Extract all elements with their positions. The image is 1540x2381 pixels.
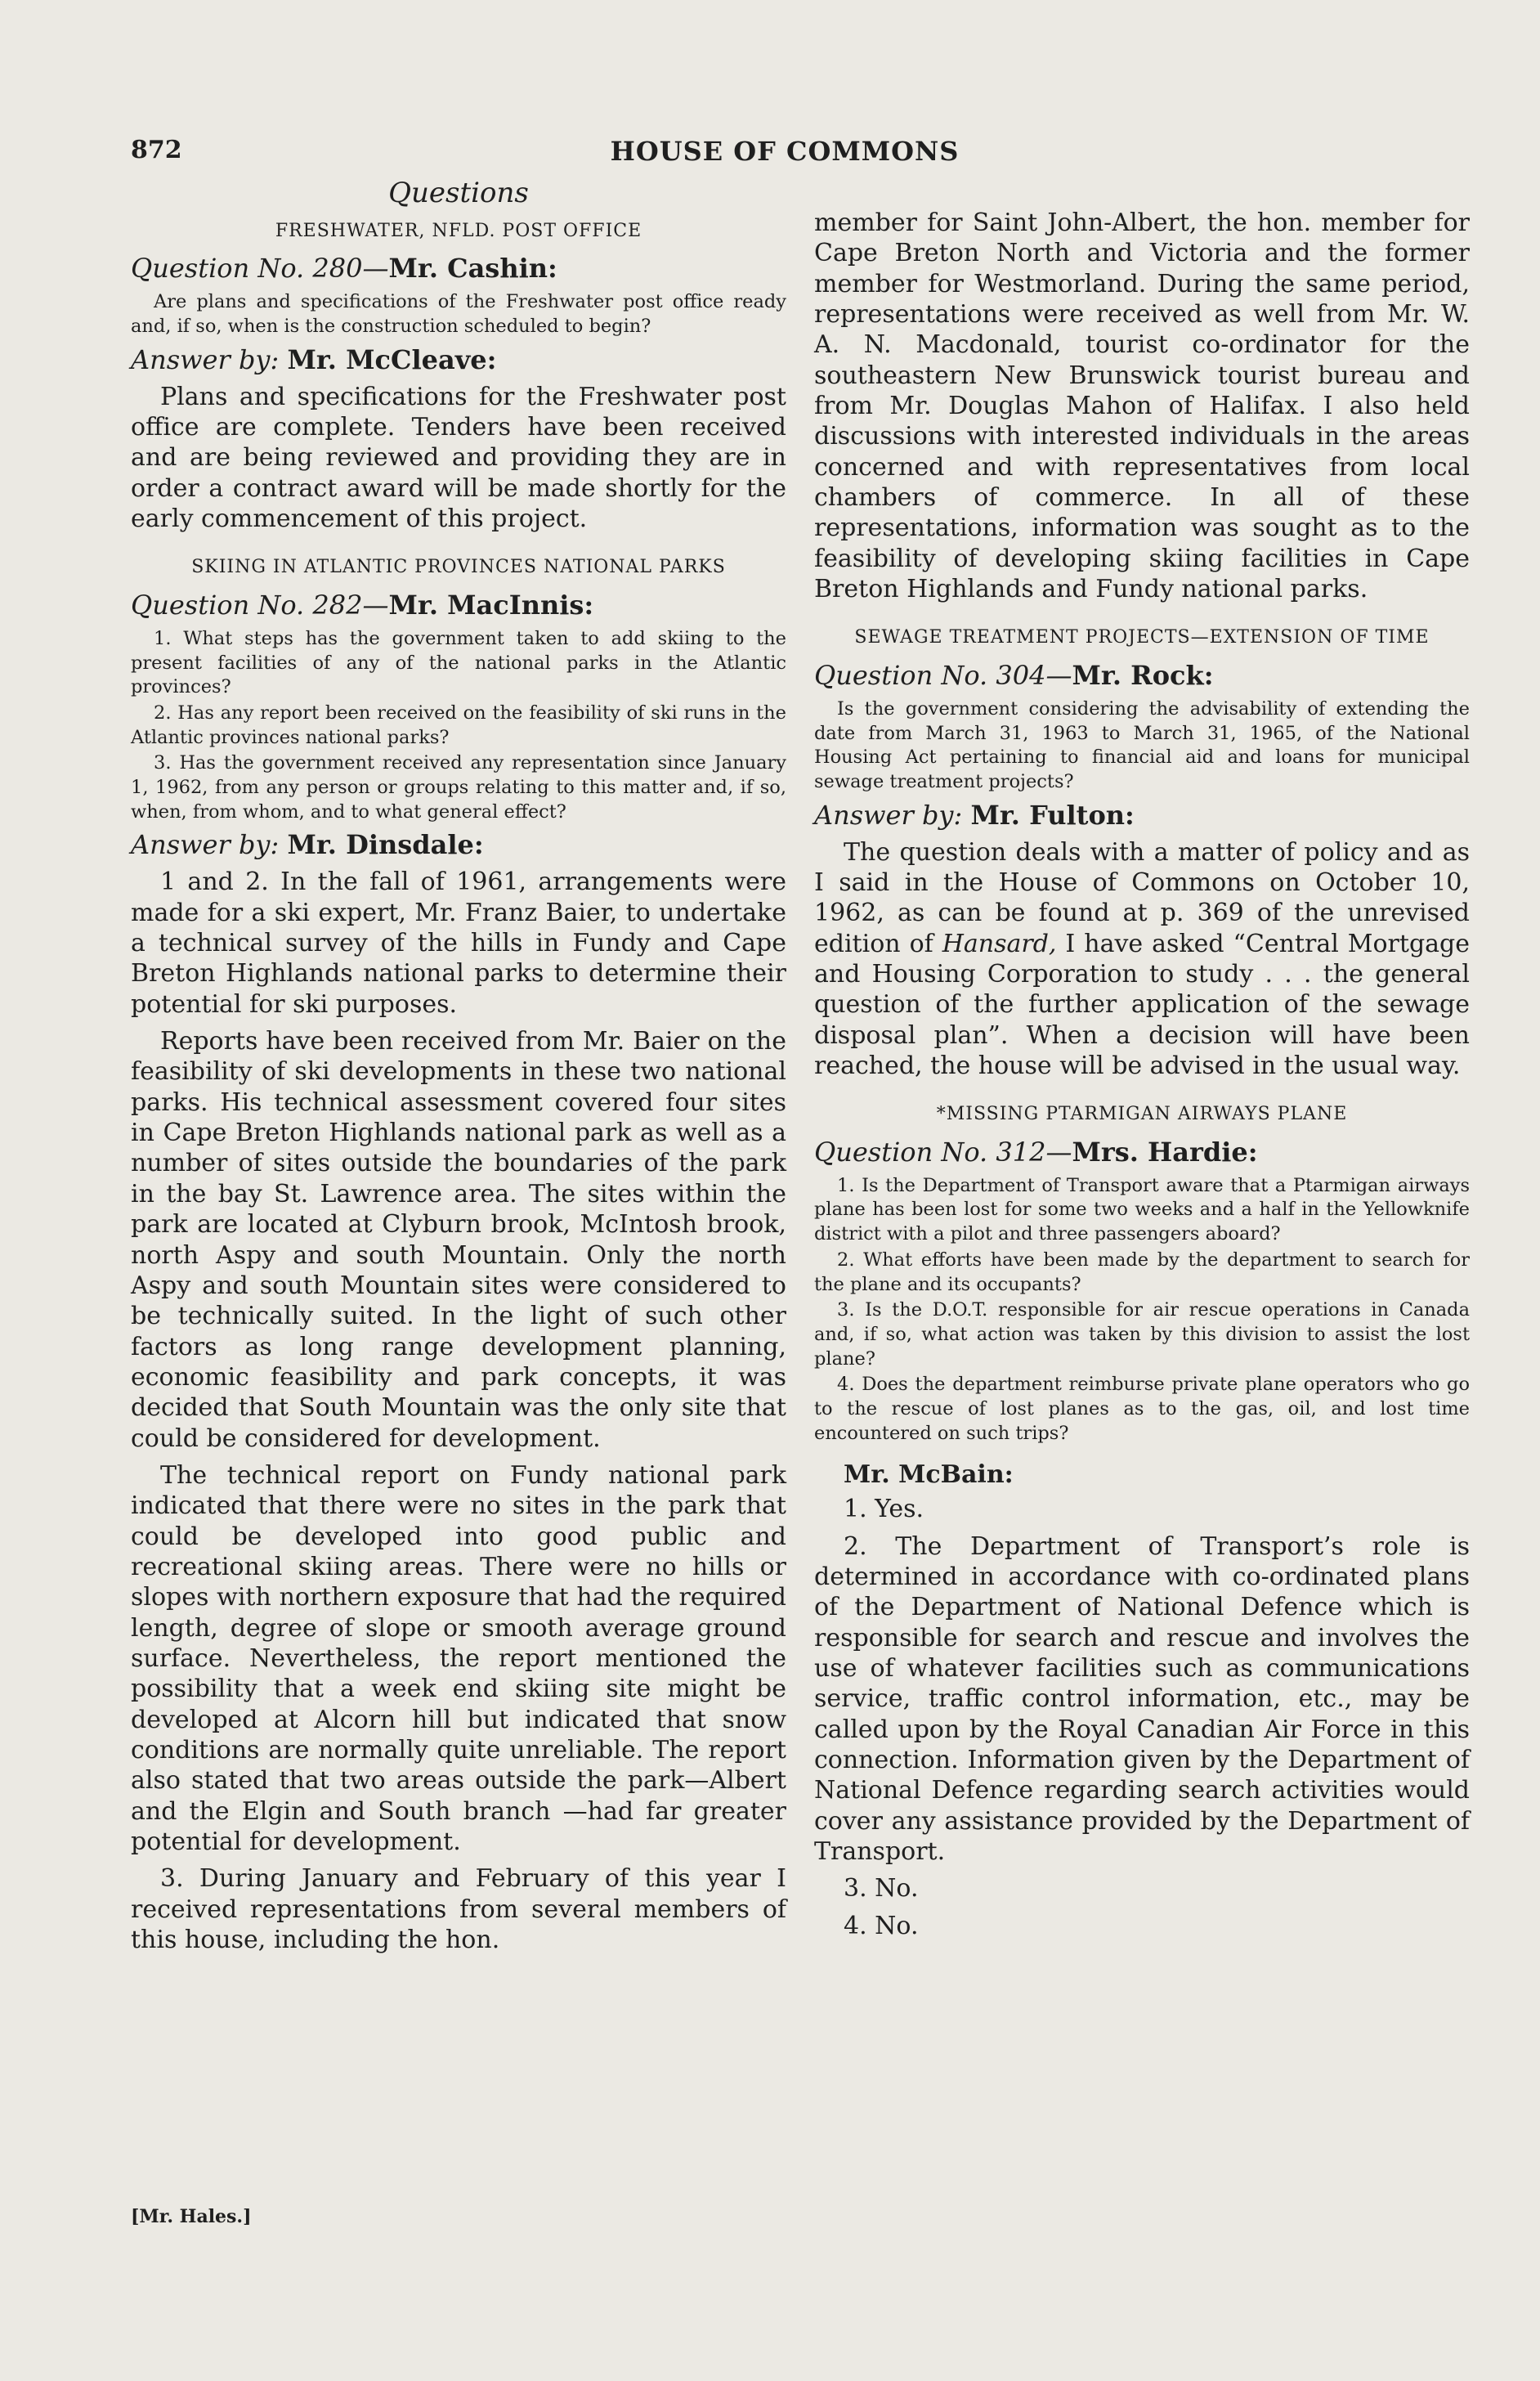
answer-text-280: Plans and specifications for the Freshwater post office are complete. Tenders have been received and are being reviewed and providing they are in order a contract award will be made shortly for the early commencement of this project. [131, 382, 786, 534]
question-item: 4. Does the department reimburse private plane operators who go to the rescue of lost planes as to the gas, oil, and lost time encountered on such trips? [814, 1374, 1470, 1444]
right-column [814, 175, 1470, 1948]
answer-paragraph: 4. No. [844, 1911, 919, 1940]
question-item: 3. Has the government received any representation since January 1, 1962, from any person or groups relating to this matter and, if so, when, from whom, and to what general effect? [131, 752, 786, 823]
left-column [131, 175, 786, 1962]
answer-text-304: The question deals with a matter of policy and as I said in the House of Commons on October 10, 1962, as can be found at p. 369 of the unrevised edition of Hansard, I have asked “Central Mortgage and Housing Corporation to study . . . the general question of the further application of the sewage disposal plan”. When a decision will have been reached, the house will be advised in the usual way. [814, 837, 1470, 1081]
question-item: 1. What steps has the government taken to add skiing to the present facilities of any of the national parks in the Atlantic provinces? [131, 627, 786, 698]
running-head: HOUSE OF COMMONS [610, 136, 960, 167]
signature: [Mr. Hales.] [131, 2206, 252, 2227]
question-text-280: Are plans and specifications of the Freshwater post office ready and, if so, when is the construction scheduled to begin? [131, 291, 786, 338]
answer-heading-280: Answer by: Mr. McCleave: [131, 343, 497, 375]
caption-q282: SKIING IN ATLANTIC PROVINCES NATIONAL PARKS [191, 557, 726, 578]
page-header [131, 136, 1439, 177]
answer-heading-282: Answer by: Mr. Dinsdale: [131, 829, 484, 861]
answer-paragraph: 1 and 2. In the fall of 1961, arrangements were made for a ski expert, Mr. Franz Baier, to undertake a technical survey of the hills in Fundy and Cape Breton Highlands national parks to determine their potential for ski purposes. [131, 868, 786, 1019]
answer-paragraph: Reports have been received from Mr. Baier on the feasibility of ski developments in these two national parks. His technical assessment covered four sites in Cape Breton Highlands national park as well as a number of sites outside the boundaries of the park in the bay St. Lawrence area. The sites within the park are located at Clyburn brook, McIntosh brook, north Aspy and south Mountain. Only the north Aspy and south Mountain sites were considered to be technically suited. In the light of such other factors as long range development planning, economic feasibility and park concepts, it was decided that South Mountain was the only site that could be considered for development. [131, 1027, 786, 1453]
question-text-304: Is the government considering the advisability of extending the date from March 31, 1963 to March 31, 1965, of the National Housing Act pertaining to financial aid and loans for municipal sewage treatment projects? [814, 697, 1470, 792]
answer-paragraph: 3. No. [844, 1874, 919, 1903]
question-item: 1. Is the Department of Transport aware that a Ptarmigan airways plane has been lost for some two weeks and a half in the Yellowknife district with a pilot and three passengers aboard? [814, 1174, 1470, 1245]
question-heading-304: Question No. 304—Mr. Rock: [814, 659, 1214, 691]
question-item: 2. What efforts have been made by the department to search for the plane and its occupants? [814, 1249, 1470, 1295]
answer-paragraph: 1. Yes. [844, 1495, 924, 1524]
answer-heading-304: Answer by: Mr. Fulton: [814, 799, 1135, 831]
answer-paragraph: The technical report on Fundy national park indicated that there were no sites in the park that could be developed into good public and recreational skiing areas. There were no hills or slopes with northern exposure that had the required length, degree of slope or smooth average ground surface. Nevertheless, the report mentioned the possibility that a week end skiing site might be developed at Alcorn hill but indicated that snow conditions are normally quite unreliable. The report also stated that two areas outside the park—Albert and the Elgin and South branch —had far greater potential for development. [131, 1460, 786, 1857]
answer-paragraph: 2. The Department of Transport’s role is determined in accordance with co-ordinated plans of the Department of National Defence which is responsible for search and rescue and involves the use of whatever facilities such as communications service, traffic control information, etc., may be called upon by the Royal Canadian Air Force in this connection. Information given by the Department of National Defence regarding search activities would cover any assistance provided by the Department of Transport. [814, 1531, 1470, 1867]
section-title: Questions [388, 177, 529, 209]
caption-q280: FRESHWATER, NFLD. POST OFFICE [275, 221, 642, 241]
page-number: 872 [131, 136, 182, 164]
question-item: 2. Has any report been received on the feasibility of ski runs in the Atlantic provinces national parks? [131, 702, 786, 748]
question-item: 3. Is the D.O.T. responsible for air rescue operations in Canada and, if so, what action was taken by this division to assist the lost plane? [814, 1299, 1470, 1370]
question-heading-282: Question No. 282—Mr. MacInnis: [131, 589, 594, 621]
caption-q312: *MISSING PTARMIGAN AIRWAYS PLANE [936, 1104, 1348, 1125]
answer-paragraph: 3. During January and February of this year I received representations from several members of this house, including the hon. [131, 1864, 786, 1955]
continuation-paragraph: member for Saint John-Albert, the hon. member for Cape Breton North and Victoria and the former member for Westmorland. During the same period, representations were received as well from Mr. W. A. N. Macdonald, tourist co-ordinator for the southeastern New Brunswick tourist bureau and from Mr. Douglas Mahon of Halifax. I also held discussions with interested individuals in the areas concerned and with representatives from local chambers of commerce. In all of these representations, information was sought as to the feasibility of developing skiing facilities in Cape Breton Highlands and Fundy national parks. [814, 209, 1470, 604]
question-heading-280: Question No. 280—Mr. Cashin: [131, 253, 557, 285]
answer-heading-312: Mr. McBain: [844, 1460, 1014, 1490]
caption-q304: SEWAGE TREATMENT PROJECTS—EXTENSION OF TIME [854, 627, 1430, 648]
question-heading-312: Question No. 312—Mrs. Hardie: [814, 1136, 1258, 1168]
